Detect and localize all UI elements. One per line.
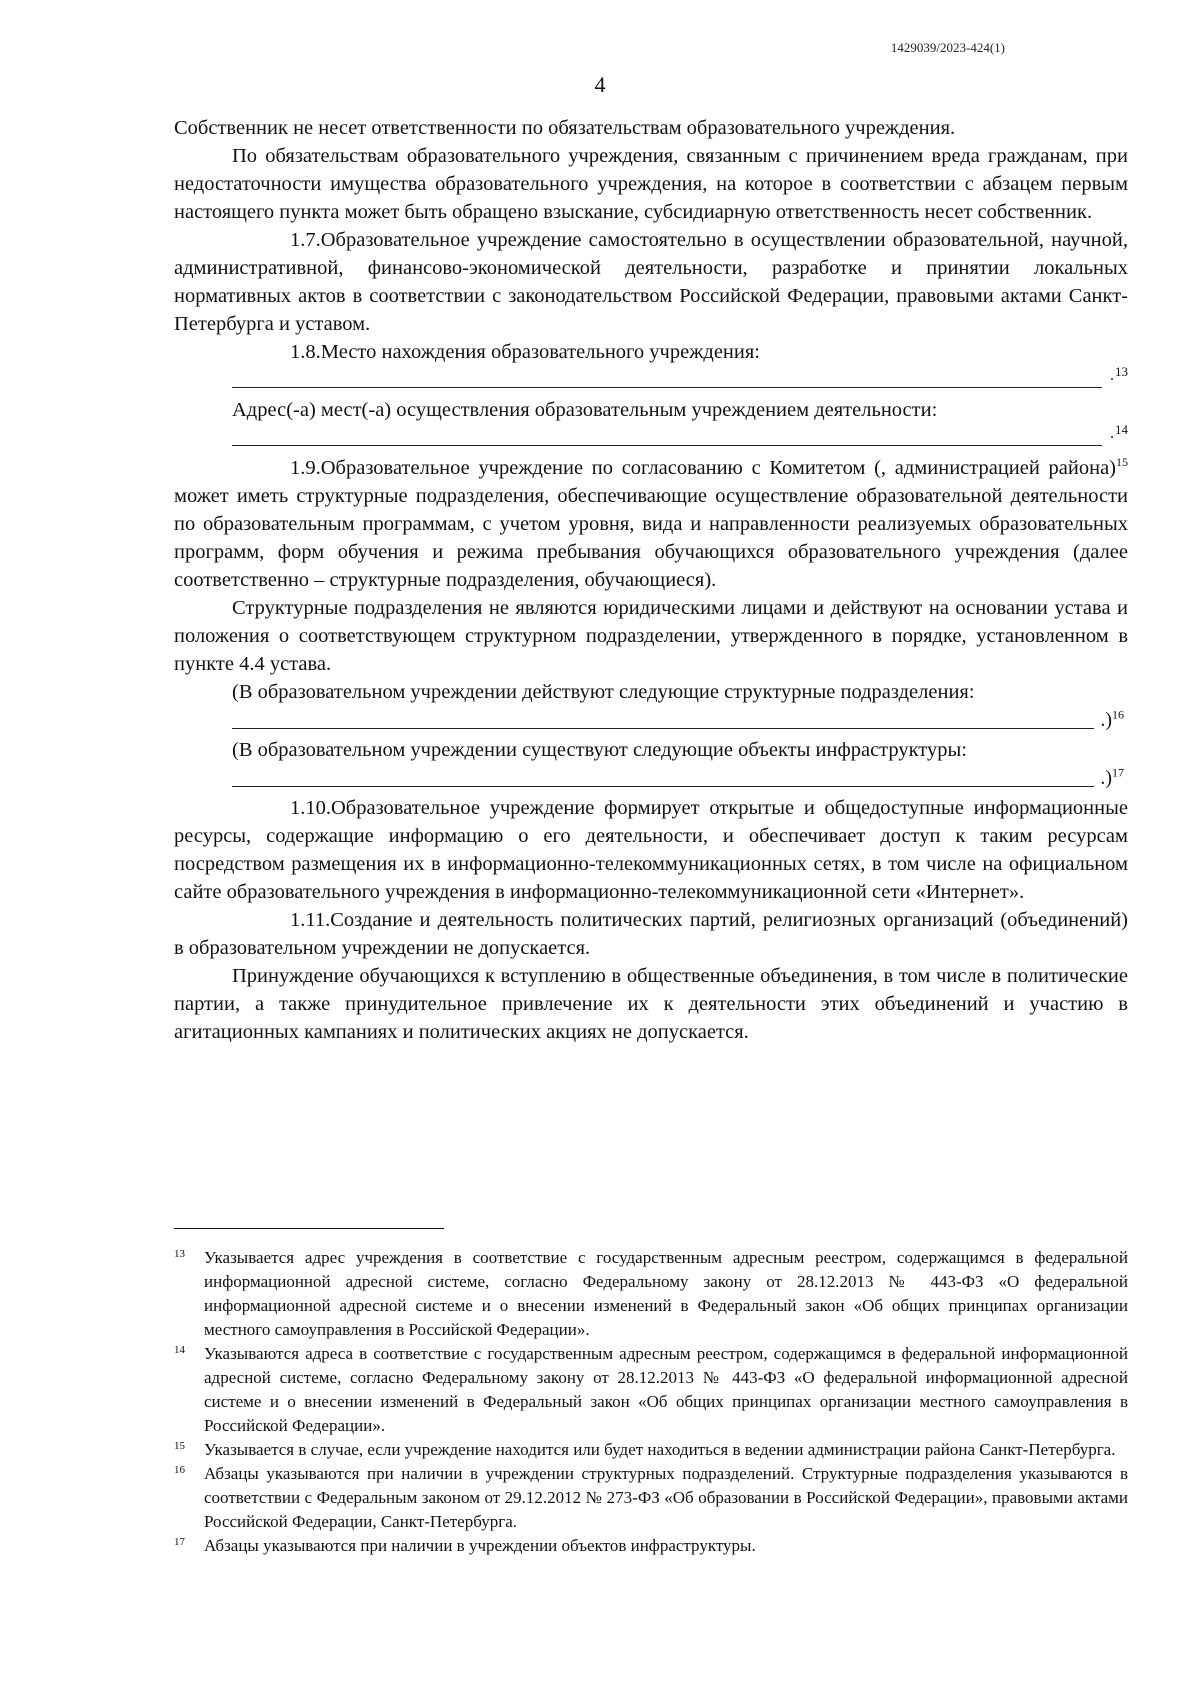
footnote-text: Указывается в случае, если учреждение находится или будет находиться в ведении администрации района Санкт-Петербурга. (204, 1440, 1116, 1459)
footnote-number: 17 (174, 1536, 185, 1548)
address-blank-line (232, 366, 1128, 390)
footnote-ref: 14 (1115, 422, 1128, 437)
footnote-ref: 16 (1112, 707, 1124, 722)
item-text: Место нахождения образовательного учреждения: (320, 341, 760, 363)
footnote-ref: 13 (1115, 364, 1128, 379)
fill-in-rule (232, 728, 1094, 729)
paragraph-structural-units-list: (В образовательном учреждении действуют следующие структурные подразделения: (232, 681, 975, 703)
paragraph-coercion: Принуждение обучающихся к вступлению в общественные объединения, в том числе в политические партии, а также принудительное привлечение их к деятельности этих объединений и участию в агитационных кампаниях и политических акциях не допускается. (174, 965, 1128, 1043)
footnote-17 (174, 1534, 1128, 1558)
footnote-text: Указываются адреса в соответствие с государственным адресным реестром, содержащимся в федеральной информационной адресной системе, согласно Федеральному закону от 28.12.2013 № 443-ФЗ «О федеральной информационной адресной системе и о внесении изменений в Федеральный закон «Об общих принципах организации местного самоуправления в Российской Федерации». (204, 1344, 1128, 1435)
document-id: 1429039/2023-424(1) (890, 40, 1005, 55)
structural-units-blank-line (232, 706, 1128, 732)
footnote-13 (174, 1246, 1128, 1342)
footnote-number: 13 (174, 1248, 185, 1260)
paragraph-subsidiary-liability: По обязательствам образовательного учреждения, связанным с причинением вреда гражданам, при недостаточности имущества образовательного учреждения, на которое в соответствии с абзацем первым настоящего пункта может быть обращено взыскание, субсидиарную ответственность несет собственник. (174, 145, 1128, 223)
paragraph-1-11 (174, 906, 1128, 962)
activity-address-blank-line (232, 424, 1128, 448)
item-text: Образовательное учреждение формирует открытые и общедоступные информационные ресурсы, содержащие информацию о его деятельности, и обеспечивает доступ к таким ресурсам посредством размещения их в информационно-телекоммуникационных сетях, в том числе на официальном сайте образовательного учреждения в информационно-телекоммуникационной сети «Интернет». (174, 797, 1128, 903)
item-text-cont: может иметь структурные подразделения, обеспечивающие осуществление образовательной деятельности по образовательным программам, с учетом уровня, вида и направленности реализуемых образовательных программ, форм обучения и режима пребывания обучающихся образовательного учреждения (далее соответственно – структурные подразделения, обучающиеся). (174, 485, 1128, 591)
paragraph-1-7 (174, 226, 1128, 338)
footnote-15 (174, 1438, 1128, 1462)
item-text: Создание и деятельность политических партий, религиозных организаций (объединений) в образовательном учреждении не допускается. (174, 909, 1128, 959)
line-end-punct: .)$^{17}$ (1100, 765, 1124, 789)
footnote-16 (174, 1462, 1128, 1534)
fill-in-rule (232, 387, 1102, 388)
item-number: 1.10. (290, 797, 331, 819)
paragraph-infrastructure: (В образовательном учреждении существуют следующие объекты инфраструктуры: (232, 739, 967, 761)
fill-in-rule (232, 786, 1094, 787)
paragraph-1-10 (174, 794, 1128, 906)
item-text: Образовательное учреждение самостоятельно в осуществлении образовательной, научной, административной, финансово-экономической деятельности, разработке и принятии локальных нормативных актов в соответствии с законодательством Российской Федерации, правовыми актами Санкт-Петербурга и уставом. (174, 229, 1128, 335)
footnote-text: Абзацы указываются при наличии в учреждении объектов инфраструктуры. (204, 1536, 756, 1555)
item-number: 1.9. (290, 457, 321, 479)
item-number: 1.8. (290, 341, 321, 363)
paragraph-1-9 (174, 454, 1128, 594)
page-number: 4 (594, 72, 606, 97)
infrastructure-blank-line (232, 764, 1128, 790)
line-end-punct: . (1110, 367, 1114, 384)
paragraph-activity-address: Адрес(-а) мест(-а) осуществления образовательным учреждением деятельности: (232, 399, 938, 421)
paragraph-owner-liability: Собственник не несет ответственности по обязательствам образовательного учреждения. (174, 117, 956, 139)
fill-in-rule (232, 445, 1102, 446)
item-text: Образовательное учреждение по согласованию с Комитетом (, администрацией района) (320, 457, 1116, 479)
footnote-ref: 15 (1116, 455, 1128, 470)
paragraph-structural-units: Структурные подразделения не являются юридическими лицами и действуют на основании устава и положения о соответствующем структурном подразделении, утвержденного в порядке, установленном в пункте 4.4 устава. (174, 597, 1128, 675)
footnote-number: 14 (174, 1344, 185, 1356)
footnote-separator (174, 1228, 444, 1229)
line-end-punct: . (1110, 425, 1114, 442)
footnotes (174, 1246, 1128, 1558)
line-end-punct: .)$^{16}$ (1100, 707, 1124, 731)
item-number: 1.7. (290, 229, 321, 251)
footnote-number: 16 (174, 1464, 185, 1476)
footnote-14 (174, 1342, 1128, 1438)
document-body (174, 114, 1128, 1046)
item-number: 1.11. (290, 909, 331, 931)
footnote-number: 15 (174, 1440, 185, 1452)
footnote-ref: 17 (1112, 765, 1124, 780)
paragraph-1-8 (174, 338, 1128, 366)
footnote-text: Указывается адрес учреждения в соответствие с государственным адресным реестром, содержащимся в федеральной информационной адресной системе, согласно Федеральному закону от 28.12.2013 № 443-ФЗ «О федеральной информационной адресной системе и о внесении изменений в Федеральный закон «Об общих принципах организации местного самоуправления в Российской Федерации». (204, 1248, 1128, 1339)
footnote-text: Абзацы указываются при наличии в учреждении структурных подразделений. Структурные подразделения указываются в соответствии с Федеральным законом от 29.12.2012 № 273-ФЗ «Об образовании в Российской Федерации», правовыми актами Российской Федерации, Санкт-Петербурга. (204, 1464, 1128, 1531)
